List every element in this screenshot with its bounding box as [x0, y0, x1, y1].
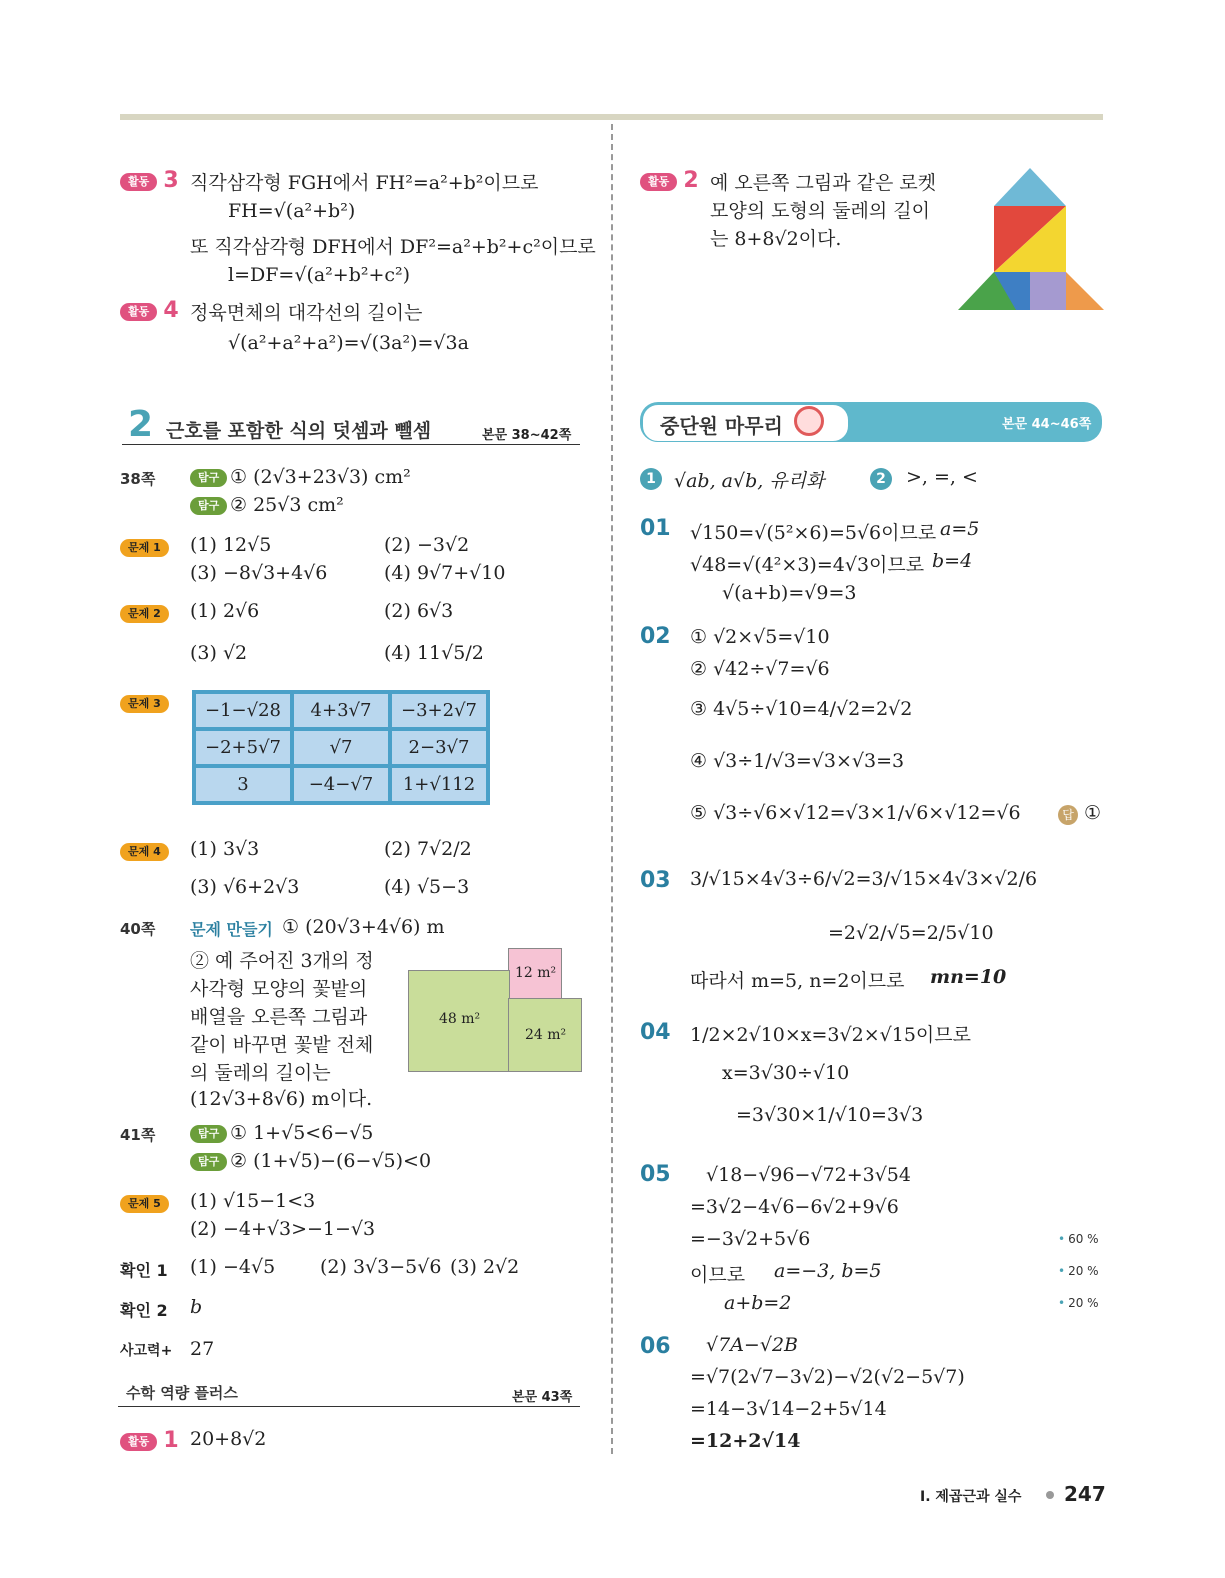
activity-3 [120, 168, 179, 193]
answer-item: 20+8√2 [190, 1428, 267, 1450]
activity-number: 3 [163, 168, 179, 193]
activity-tag: 활동 [640, 173, 677, 191]
plus-ref: 본문 43쪽 [512, 1390, 573, 1405]
text-line: =14−3√14−2+5√14 [690, 1398, 887, 1420]
answer-item: (3) −8√3+4√6 [190, 562, 328, 584]
answer-item: (1) 3√3 [190, 838, 260, 860]
top-rule [120, 114, 1103, 120]
question-number: 02 [640, 624, 671, 649]
text-line: √7A−√2B [706, 1334, 798, 1356]
activity-4 [120, 298, 179, 323]
question-number: 05 [640, 1162, 671, 1187]
plus-title: 수학 역량 플러스 [126, 1384, 238, 1402]
garden-small: 12 m² [508, 948, 562, 1000]
text-line: ③ 4√5÷√10=4/√2=2√2 [690, 698, 913, 720]
activity-tag: 활동 [120, 1433, 157, 1451]
answer-item: √ab, a√b, 유리화 [674, 470, 825, 492]
problem-tag: 문제 2 [120, 605, 169, 623]
explore-tag: 탐구 [190, 497, 227, 515]
answer-item: ② 25√3 cm² [230, 494, 344, 516]
text-line: a=−3, b=5 [774, 1260, 882, 1282]
table-cell: √7 [294, 731, 388, 764]
text-line: 배열을 오른쪽 그림과 [190, 1006, 368, 1028]
answer-item: (1) 12√5 [190, 534, 272, 556]
section-title: 근호를 포함한 식의 덧셈과 뺄셈 [166, 420, 432, 442]
answer-item: (1) √15−1<3 [190, 1190, 316, 1212]
text-line: 같이 바꾸면 꽃밭 전체 [190, 1034, 374, 1056]
text-line: 직각삼각형 FGH에서 FH²=a²+b²이므로 [190, 172, 539, 194]
question-number: 04 [640, 1020, 671, 1045]
explore-tag: 탐구 [190, 469, 227, 487]
activity-tag: 활동 [120, 173, 157, 191]
answer-badge: 답 [1058, 805, 1078, 825]
page-label: 38쪽 [120, 470, 156, 488]
question-number: 06 [640, 1334, 671, 1359]
table-cell: −3+2√7 [392, 694, 486, 727]
make-problem-label: 문제 만들기 [190, 920, 273, 939]
magic-square-table [192, 690, 490, 805]
text-line: ② √42÷√7=√6 [690, 658, 830, 680]
explore-tag: 탐구 [190, 1125, 227, 1143]
answer-item: (1) −4√5 [190, 1256, 276, 1278]
text-line: a+b=2 [724, 1292, 792, 1314]
text-line: x=3√30÷√10 [722, 1062, 850, 1084]
answer-item: 27 [190, 1338, 215, 1360]
text-line: 따라서 m=5, n=2이므로 [690, 970, 905, 992]
check-label: 확인 2 [120, 1301, 168, 1320]
page-label: 41쪽 [120, 1126, 156, 1144]
garden-medium: 24 m² [508, 998, 582, 1072]
text-line: 이므로 [690, 1264, 746, 1286]
answer-item: ① [1084, 802, 1102, 824]
concept-number: 1 [640, 468, 662, 490]
text-line: 예 오른쪽 그림과 같은 로켓 [710, 172, 937, 194]
review-ref: 본문 44~46쪽 [1002, 417, 1092, 432]
text-line: 모양의 도형의 둘레의 길이 [710, 200, 931, 222]
target-icon [794, 406, 824, 436]
check-label: 확인 1 [120, 1261, 168, 1280]
text-line: √150=√(5²×6)=5√6이므로 [690, 522, 937, 544]
text-line: =3√30×1/√10=3√3 [736, 1104, 924, 1126]
answer-item: (2) 7√2/2 [384, 838, 472, 860]
text-line: 의 둘레의 길이는 [190, 1062, 331, 1084]
rocket-tangram [958, 168, 1104, 314]
garden-large: 48 m² [408, 970, 510, 1072]
section-ref: 본문 38~42쪽 [482, 428, 572, 443]
text-line: 사각형 모양의 꽃밭의 [190, 978, 368, 1000]
table-cell: −4−√7 [294, 768, 388, 801]
think-label: 사고력+ [120, 1343, 173, 1359]
section-number: 2 [128, 404, 154, 445]
text-line: ① √2×√5=√10 [690, 626, 830, 648]
text-line: =2√2/√5=2/5√10 [828, 922, 994, 944]
problem-tag: 문제 1 [120, 539, 169, 557]
answer-item: (1) 2√6 [190, 600, 260, 622]
text-line: mn=10 [930, 966, 1007, 988]
review-title: 중단원 마무리 [660, 414, 783, 438]
text-line: 는 8+8√2이다. [710, 228, 842, 250]
activity-number: 2 [683, 168, 699, 193]
answer-item: (2) −3√2 [384, 534, 470, 556]
problem-tag: 문제 5 [120, 1195, 169, 1213]
page-label: 40쪽 [120, 920, 156, 938]
text-line: 3/√15×4√3÷6/√2=3/√15×4√3×√2/6 [690, 868, 1038, 890]
page-number: 247 [1064, 1482, 1106, 1506]
table-cell: 1+√112 [392, 768, 486, 801]
score-percent: • 20 % [1058, 1296, 1099, 1310]
table-cell: 2−3√7 [392, 731, 486, 764]
answer-item: >, =, < [906, 466, 978, 488]
answer-item: (2) 6√3 [384, 600, 454, 622]
text-line: =−3√2+5√6 [690, 1228, 811, 1250]
answer-item: (4) 11√5/2 [384, 642, 484, 664]
question-number: 03 [640, 868, 671, 893]
answer-item: b [190, 1296, 203, 1318]
text-line: ④ √3÷1/√3=√3×√3=3 [690, 750, 905, 772]
table-cell: 3 [196, 768, 290, 801]
footer-chapter: Ⅰ. 제곱근과 실수 [920, 1489, 1022, 1505]
score-percent: • 60 % [1058, 1232, 1099, 1246]
problem-tag: 문제 3 [120, 695, 169, 713]
text-line: =12+2√14 [690, 1430, 801, 1452]
text-line: a=5 [940, 518, 980, 540]
answer-item: ② (1+√5)−(6−√5)<0 [230, 1150, 432, 1172]
answer-item: (3) 2√2 [450, 1256, 520, 1278]
answer-item: ① (2√3+23√3) cm² [230, 466, 411, 488]
answer-item: (2) 3√3−5√6 [320, 1256, 442, 1278]
activity-tag: 활동 [120, 303, 157, 321]
text-line: √18−√96−√72+3√54 [706, 1164, 911, 1186]
answer-item: (4) √5−3 [384, 876, 470, 898]
answer-item: (2) −4+√3>−1−√3 [190, 1218, 376, 1240]
text-line: 정육면체의 대각선의 길이는 [190, 302, 423, 324]
activity-number: 4 [163, 298, 179, 323]
table-cell: −2+5√7 [196, 731, 290, 764]
text-line: √(a+b)=√9=3 [722, 582, 857, 604]
answer-item: ① 1+√5<6−√5 [230, 1122, 374, 1144]
text-line: b=4 [932, 550, 973, 572]
column-divider [611, 124, 613, 1454]
score-percent: • 20 % [1058, 1264, 1099, 1278]
text-line: ② 예 주어진 3개의 정 [190, 950, 374, 972]
text-line: FH=√(a²+b²) [228, 200, 356, 222]
answer-item: (3) √6+2√3 [190, 876, 300, 898]
text-line: √48=√(4²×3)=4√3이므로 [690, 554, 925, 576]
text-line: =3√2−4√6−6√2+9√6 [690, 1196, 899, 1218]
text-line: 1/2×2√10×x=3√2×√15이므로 [690, 1024, 971, 1046]
problem-tag: 문제 4 [120, 843, 169, 861]
text-line: √(a²+a²+a²)=√(3a²)=√3a [228, 332, 469, 354]
footer-dot [1046, 1491, 1054, 1499]
answer-item: (3) √2 [190, 642, 248, 664]
text-line: =√7(2√7−3√2)−√2(√2−5√7) [690, 1366, 965, 1388]
activity-number: 1 [163, 1428, 179, 1453]
explore-tag: 탐구 [190, 1153, 227, 1171]
answer-item: (4) 9√7+√10 [384, 562, 506, 584]
answer-item: ① (20√3+4√6) m [282, 916, 445, 938]
text-line: 또 직각삼각형 DFH에서 DF²=a²+b²+c²이므로 [190, 236, 596, 258]
text-line: l=DF=√(a²+b²+c²) [228, 264, 411, 286]
text-line: ⑤ √3÷√6×√12=√3×1/√6×√12=√6 [690, 802, 1021, 824]
table-cell: 4+3√7 [294, 694, 388, 727]
question-number: 01 [640, 516, 671, 541]
concept-number: 2 [870, 468, 892, 490]
table-cell: −1−√28 [196, 694, 290, 727]
text-line: (12√3+8√6) m이다. [190, 1088, 373, 1110]
